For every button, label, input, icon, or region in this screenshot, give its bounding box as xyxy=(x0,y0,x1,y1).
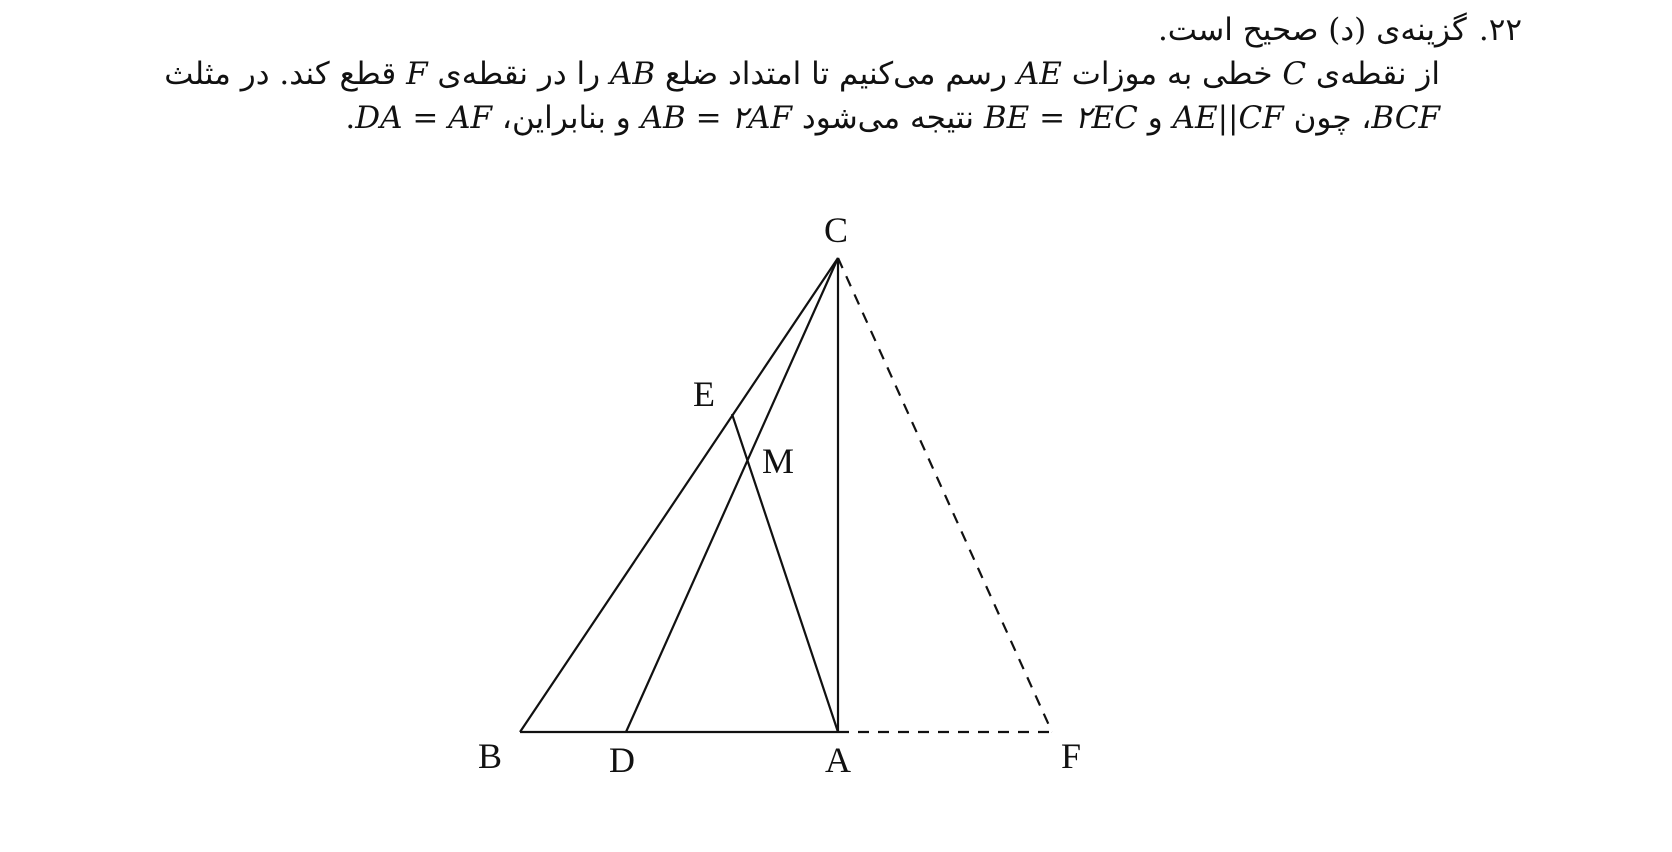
point-label-f: F xyxy=(1060,736,1082,776)
text-run: از نقطه‌ی xyxy=(1306,56,1440,93)
point-label-d: D xyxy=(609,740,635,780)
segment-dc xyxy=(626,258,838,732)
text-run: قطع کند. در مثلث xyxy=(164,56,407,93)
math-expression: AB = ۲AF xyxy=(640,100,793,137)
figure-segments xyxy=(520,258,1052,732)
math-expression: AE||CF xyxy=(1172,100,1284,137)
text-run: خطی به موزات xyxy=(1061,56,1283,93)
math-expression: DA = AF xyxy=(355,100,493,137)
point-label-a: A xyxy=(825,740,851,780)
figure-labels xyxy=(478,210,1081,780)
text-run: نتیجه می‌شود xyxy=(792,100,984,137)
answer-statement: گزینه‌ی (د) صحیح است. xyxy=(1157,12,1467,48)
segment-cf xyxy=(838,258,1052,732)
point-label-b: B xyxy=(477,736,503,776)
text-run: و بنابراین، xyxy=(492,100,641,137)
math-expression: AB xyxy=(609,56,656,93)
problem-number: ۲۲. xyxy=(1478,12,1522,48)
text-run: ، چون xyxy=(1283,100,1372,137)
math-expression: AE xyxy=(1016,56,1062,93)
text-run: . xyxy=(345,100,356,137)
point-label-m: M xyxy=(761,441,795,481)
math-expression: BE = ۲EC xyxy=(983,100,1138,137)
text-run: رسم می‌کنیم تا امتداد ضلع xyxy=(655,56,1017,93)
text-run: و xyxy=(1137,100,1173,137)
segment-bc xyxy=(520,258,838,732)
point-label-c: C xyxy=(823,210,849,250)
math-expression: BCF xyxy=(1371,100,1440,137)
math-expression: F xyxy=(406,56,428,93)
math-expression: C xyxy=(1282,56,1307,93)
point-label-e: E xyxy=(693,374,715,414)
text-run: را در نقطه‌ی xyxy=(427,56,610,93)
